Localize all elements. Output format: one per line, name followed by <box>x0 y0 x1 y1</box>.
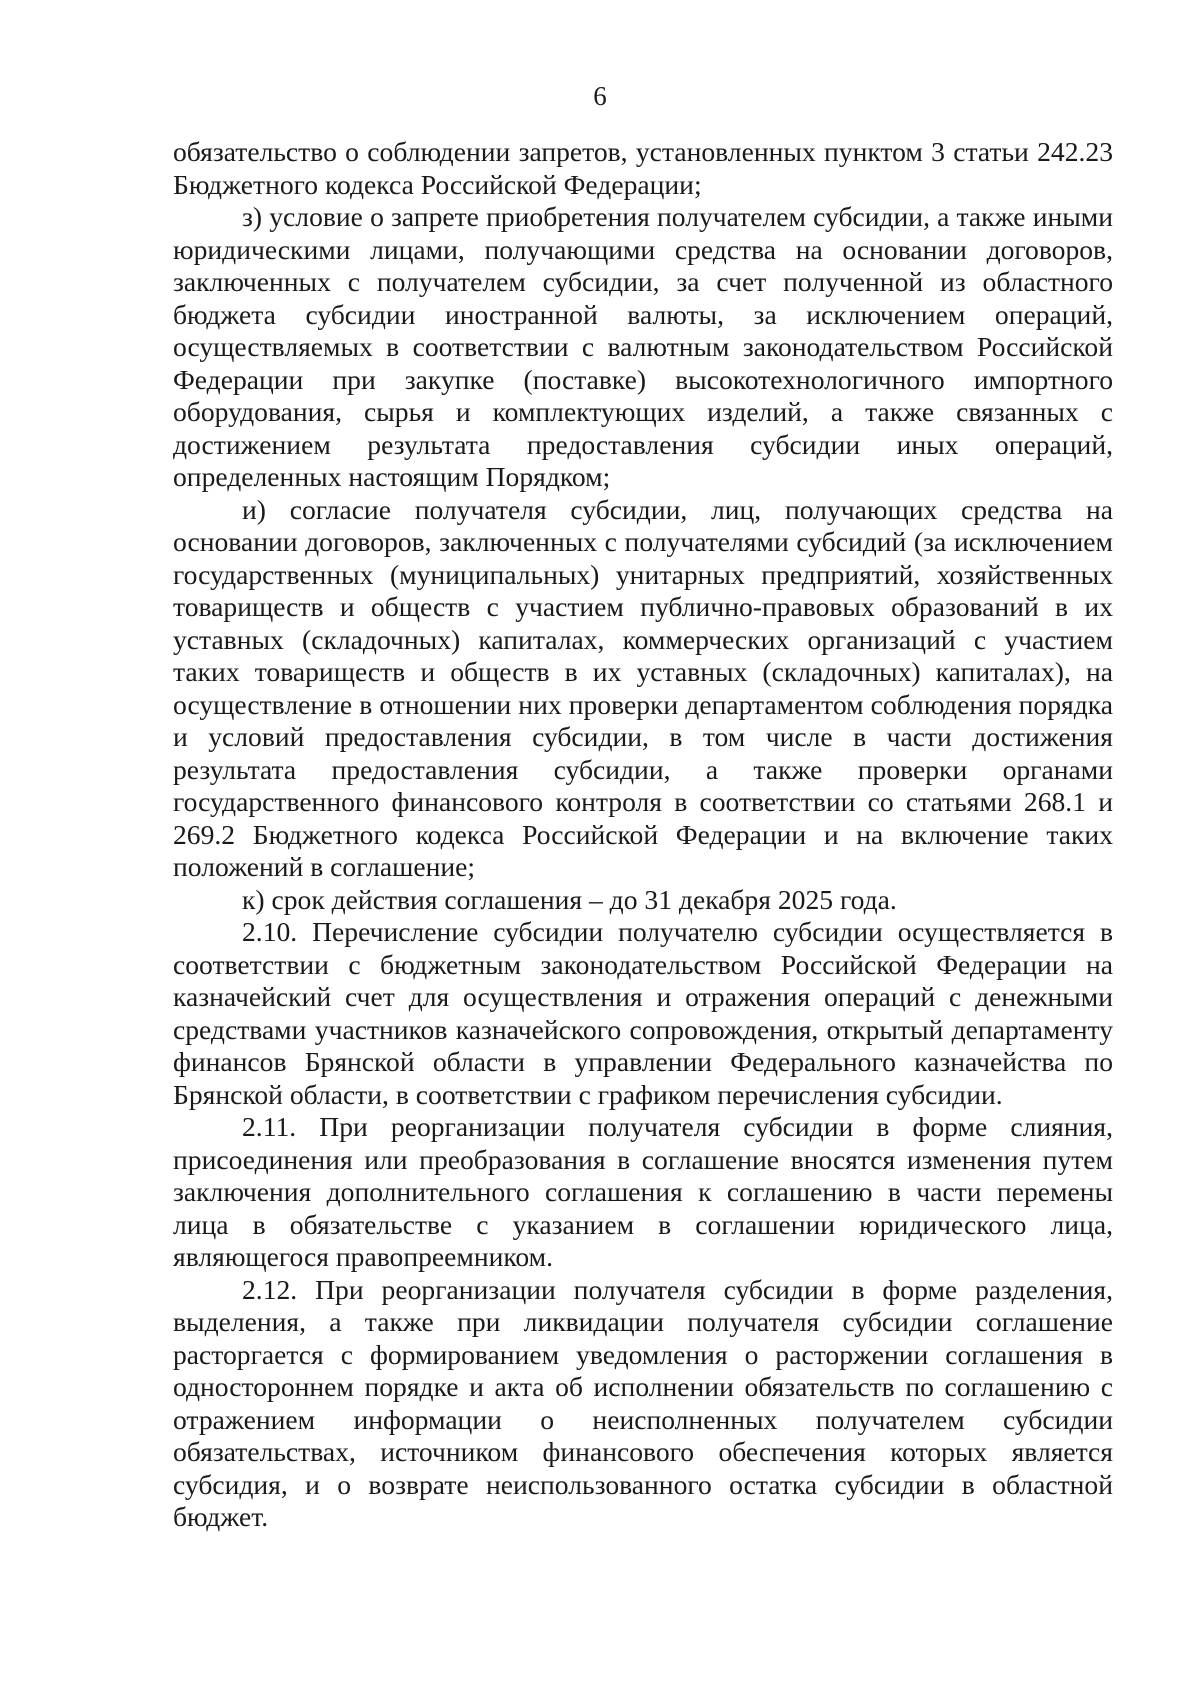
paragraph-2-12: 2.12. При реорганизации получателя субсидии в форме разделения, выделения, а также при ликвидации получателя субсидии соглашение расторгается с формированием уведомления о расторжении соглашения в одностороннем порядке и акта об исполнении обязательств по соглашению с отражением информации о неисполненных получателем субсидии обязательствах, источником финансового обеспечения которых является субсидия, и о возврате неиспользованного остатка субсидии в областной бюджет. <box>173 1273 1113 1532</box>
page-number: 6 <box>593 81 607 111</box>
paragraph-item-i: и) согласие получателя субсидии, лиц, получающих средства на основании договоров, заключенных с получателями субсидий (за исключением государственных (муниципальных) унитарных предприятий, хозяйственных товариществ и обществ с участием публично-правовых образований в их уставных (складочных) капиталах, коммерческих организаций с участием таких товариществ и обществ в их уставных (складочных) капиталах), на осуществление в отношении них проверки департаментом соблюдения порядка и условий предоставления субсидии, в том числе в части достижения результата предоставления субсидии, а также проверки органами государственного финансового контроля в соответствии со статьями 268.1 и 269.2 Бюджетного кодекса Российской Федерации и на включение таких положений в соглашение; <box>173 493 1113 882</box>
paragraph-item-z: з) условие о запрете приобретения получателем субсидии, а также иными юридическими лицами, получающими средства на основании договоров, заключенных с получателем субсидии, за счет полученной из областного бюджета субсидии иностранной валюты, за исключением операций, осуществляемых в соответствии с валютным законодательством Российской Федерации при закупке (поставке) высокотехнологичного импортного оборудования, сырья и комплектующих изделий, а также связанных с достижением результата предоставления субсидии иных операций, определенных настоящим Порядком; <box>173 201 1113 492</box>
paragraph-item-k: к) срок действия соглашения – до 31 декабря 2025 года. <box>242 883 897 915</box>
paragraph-2-11: 2.11. При реорганизации получателя субсидии в форме слияния, присоединения или преобразования в соглашение вносятся изменения путем заключения дополнительного соглашения к соглашению в части перемены лица в обязательстве с указанием в соглашении юридического лица, являющегося правопреемником. <box>173 1111 1113 1272</box>
paragraph-2-10: 2.10. Перечисление субсидии получателю субсидии осуществляется в соответствии с бюджетным законодательством Российской Федерации на казначейский счет для осуществления и отражения операций с денежными средствами участников казначейского сопровождения, открытый департаменту финансов Брянской области в управлении Федерального казначейства по Брянской области, в соответствии с графиком перечисления субсидии. <box>173 916 1113 1110</box>
paragraph-obligation-continuation: обязательство о соблюдении запретов, установленных пунктом 3 статьи 242.23 Бюджетного кодекса Российской Федерации; <box>173 136 1113 200</box>
document-body <box>173 136 1113 1534</box>
